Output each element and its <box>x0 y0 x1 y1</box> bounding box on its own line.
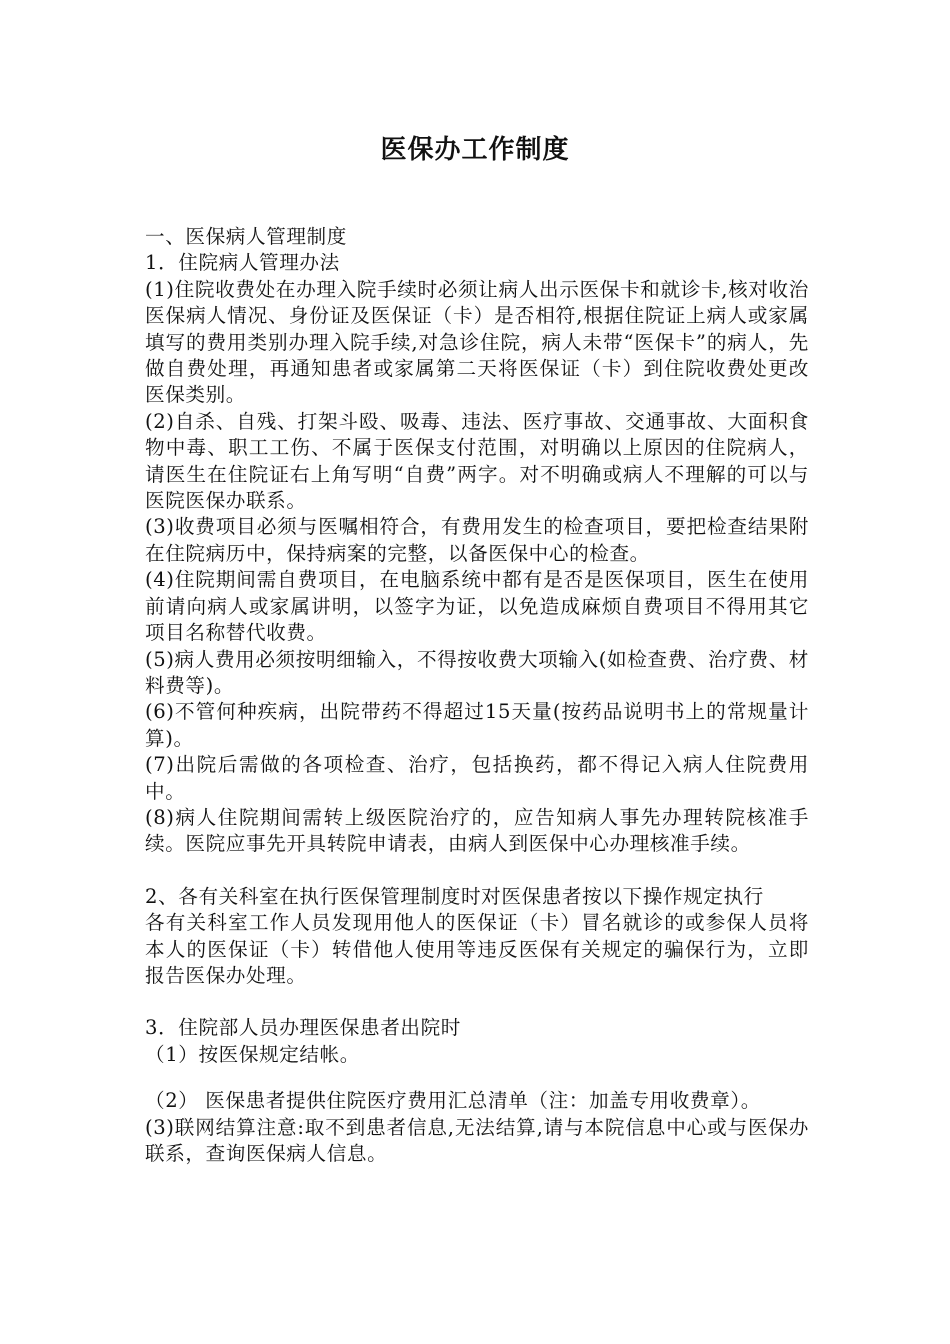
list-item: (4)住院期间需自费项目，在电脑系统中都有是否是医保项目，医生在使用前请向病人或家属讲明，以签字为证，以免造成麻烦自费项目不得用其它项目名称替代收费。 <box>145 568 809 645</box>
list-item: (3)收费项目必须与医嘱相符合，有费用发生的检查项目，要把检查结果附在住院病历中，保持病案的完整，以备医保中心的检查。 <box>145 515 809 565</box>
paragraph-spacer <box>145 858 809 884</box>
list-item: (8)病人住院期间需转上级医院治疗的，应告知病人事先办理转院核准手续。医院应事先开具转院申请表，由病人到医保中心办理核准手续。 <box>145 805 809 856</box>
paragraph-spacer <box>145 989 809 1015</box>
document-body <box>145 224 809 1167</box>
paragraph: 各有关科室工作人员发现用他人的医保证（卡）冒名就诊的或参保人员将本人的医保证（卡）转借他人使用等违反医保有关规定的骗保行为，立即报告医保办处理。 <box>145 911 809 987</box>
list-item: (5)病人费用必须按明细输入，不得按收费大项输入(如检查费、治疗费、材料费等)。 <box>145 647 809 697</box>
paragraph-spacer <box>145 1068 809 1088</box>
subsection-heading: 3．住院部人员办理医保患者出院时 <box>145 1016 461 1040</box>
section-heading: 一、医保病人管理制度 <box>145 225 347 248</box>
list-item: (6)不管何种疾病，出院带药不得超过15天量(按药品说明书上的常规量计算)。 <box>145 700 809 750</box>
list-item: (1)住院收费处在办理入院手续时必须让病人出示医保卡和就诊卡,核对收治医保病人情况、身份证及医保证（卡）是否相符,根据住院证上病人或家属填写的费用类别办理入院手续,对急诊住院，病人未带“医保卡”的病人，先做自费处理，再通知患者或家属第二天将医保证（卡）到住院收费处更改医保类别。 <box>145 277 809 407</box>
subsection-heading: 2、各有关科室在执行医保管理制度时对医保患者按以下操作规定执行 <box>145 884 764 908</box>
list-item: （1）按医保规定结帐。 <box>145 1042 361 1066</box>
list-item: (2)自杀、自残、打架斗殴、吸毒、违法、医疗事故、交通事故、大面积食物中毒、职工工伤、不属于医保支付范围，对明确以上原因的住院病人，请医生在住院证右上角写明“自费”两字。对不明确或病人不理解的可以与医院医保办联系。 <box>145 409 809 513</box>
list-item: （2） 医保患者提供住院医疗费用汇总清单（注：加盖专用收费章）。 <box>145 1089 761 1113</box>
list-item: (3)联网结算注意:取不到患者信息,无法结算,请与本院信息中心或与医保办联系，查询医保病人信息。 <box>145 1115 809 1165</box>
list-item: (7)出院后需做的各项检查、治疗，包括换药，都不得记入病人住院费用中。 <box>145 753 809 803</box>
subsection-heading: 1．住院病人管理办法 <box>145 251 340 275</box>
document-title: 医保办工作制度 <box>380 135 570 165</box>
